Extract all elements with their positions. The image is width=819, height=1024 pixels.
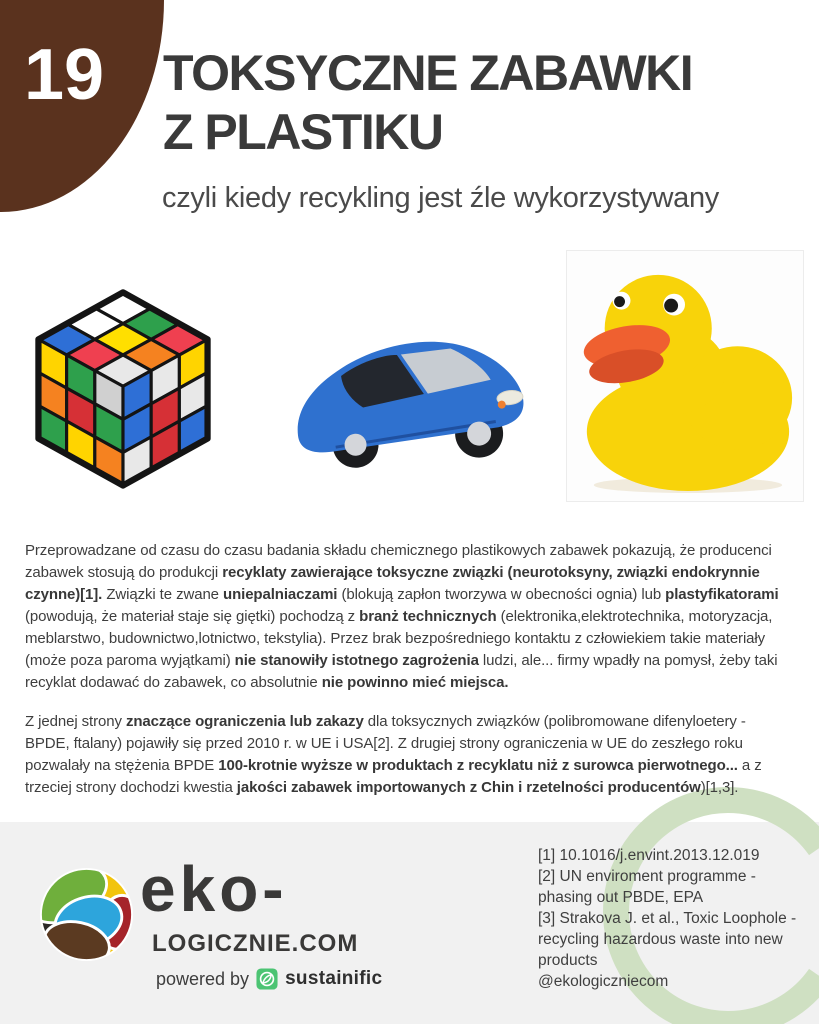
body-text (25, 540, 791, 816)
page-subtitle: czyli kiedy recykling jest źle wykorzystywany (162, 182, 719, 214)
page-title (163, 44, 692, 162)
ekologicznie-logo-icon (38, 866, 135, 963)
reference-line: @ekologiczniecom (538, 973, 669, 990)
issue-number: 19 (24, 35, 105, 115)
rubber-duck-drawing (567, 251, 803, 501)
reference-line: [3] Strakova J. et al., Toxic Loophole - recycling hazardous waste into new products (538, 910, 797, 969)
logo-wordmark-main: eko- (140, 853, 288, 925)
page-title-line2: Z PLASTIKU (163, 104, 443, 160)
logo-wordmark-sub: LOGICZNIE.COM (152, 930, 359, 957)
powered-by-row (156, 968, 382, 990)
body-paragraph: Przeprowadzane od czasu do czasu badania składu chemicznego plastikowych zabawek pokazują, że producenci zabawek stosują do produkcji recyklaty zawierające toksyczne związki (neurotoksyny, związki endokrynnie czynne)[1]. Związki te zwane uniepalniaczami (blokują zapłon tworzywa w obecności ognia) lub plastyfikatorami (powodują, że materiał staje się giętki) pochodzą z branż technicznych (elektronika,elektrotechnika, motoryzacja, meblarstwo, budownictwo,lotnictwo, tekstylia). Przez brak bezpośredniego kontaktu z człowiekiem takie materiały (może poza paroma wyjątkami) nie stanowiły istotnego zagrożenia ludzi, ale... firmy wpadły na pomysł, żeby taki recyklat dodawać do zabawek, co absolutnie nie powinno mieć miejsca. (25, 542, 779, 691)
reference-line: [2] UN enviroment programme - phasing out PBDE, EPA (538, 868, 756, 906)
page-title-line1: TOKSYCZNE ZABAWKI (163, 45, 693, 101)
references-block (538, 845, 810, 992)
sustainific-leaf-icon (256, 968, 278, 990)
reference-line: [1] 10.1016/j.envint.2013.12.019 (538, 847, 760, 864)
rubiks-cube-image (18, 284, 228, 498)
rubber-duck-image (566, 250, 804, 502)
powered-by-label: powered by (156, 968, 250, 989)
toy-car-image (278, 310, 538, 482)
sustainific-label: sustainific (285, 968, 383, 989)
body-paragraph: Z jednej strony znaczące ograniczenia lub zakazy dla toksycznych związków (polibromowane difenyloetery - BPDE, ftalany) pojawiły się przed 2010 r. w UE i USA[2]. Z drugiej strony ograniczenia w UE do zeszłego roku pozwalały na stężenia BPDE 100-krotnie wyższe w produktach z recyklatu niż z surowca pierwotnego... a z trzeciej strony dochodzi kwestia jakości zabawek importowanych z Chin i rzetelności producentów)[1,3]. (25, 713, 762, 796)
